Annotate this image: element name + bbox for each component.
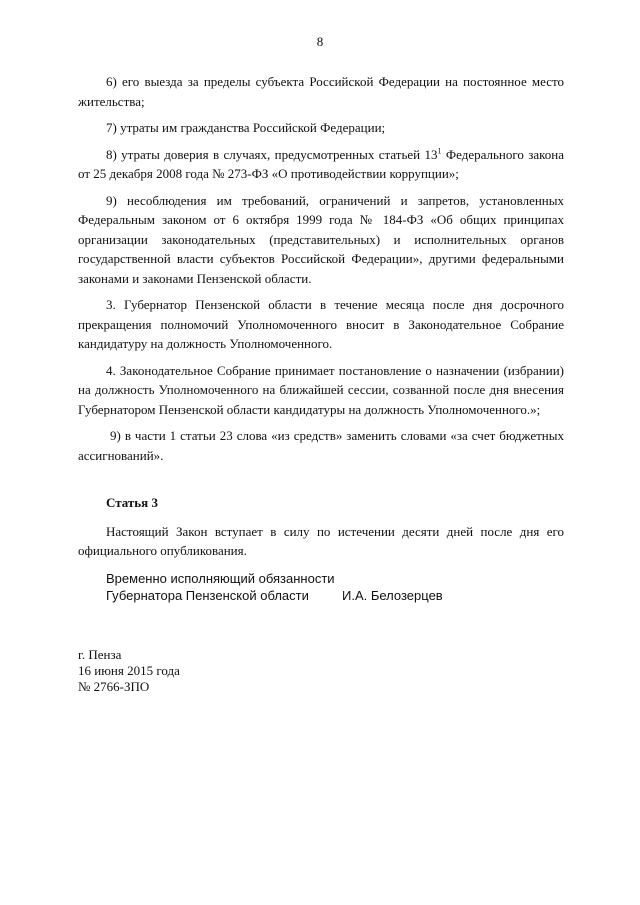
article-3-text: Настоящий Закон вступает в силу по истечении десяти дней после дня его официального опубликования. bbox=[78, 523, 564, 558]
signature-role-line-2: Губернатора Пензенской области bbox=[106, 588, 309, 603]
page-number: 8 bbox=[316, 34, 324, 49]
paragraph-amendment-9: 9) в части 1 статьи 23 слова «из средств» заменить словами «за счет бюджетных ассигнований». bbox=[78, 428, 564, 463]
item-8-text-end: Федерального закона от 25 декабря 2008 года № 273-ФЗ «О противодействии коррупции»; bbox=[78, 146, 565, 181]
footer-date: 16 июня 2015 года bbox=[78, 663, 180, 678]
signature-block bbox=[106, 570, 443, 604]
paragraph-item-7: 7) утраты им гражданства Российской Федерации; bbox=[106, 120, 386, 135]
footer-number: № 2766-ЗПО bbox=[78, 679, 150, 694]
item-8-text-start: 8) утраты доверия в случаях, предусмотренных статьей 13 bbox=[106, 146, 438, 162]
document-footer bbox=[78, 647, 180, 695]
paragraph-part-4: 4. Законодательное Собрание принимает постановление о назначении (избрании) на должность Уполномоченного на ближайшей сессии, созванной после дня внесения Губернатором Пензенской области кандидатуры на должность Уполномоченного.»; bbox=[78, 362, 564, 417]
paragraph-item-6: 6) его выезда за пределы субъекта Российской Федерации на постоянное место жительства; bbox=[78, 74, 564, 109]
document-body bbox=[78, 72, 564, 568]
signature-role-line-1: Временно исполняющий обязанности bbox=[106, 571, 335, 586]
item-8-superscript: 1 bbox=[437, 146, 442, 156]
paragraph-item-8 bbox=[78, 145, 564, 184]
signatory-name: И.А. Белозерцев bbox=[342, 588, 443, 603]
paragraph-part-3: 3. Губернатор Пензенской области в течение месяца после дня досрочного прекращения полномочий Уполномоченного вносит в Законодательное Собрание кандидатуру на должность Уполномоченного. bbox=[78, 297, 564, 351]
paragraph-item-9: 9) несоблюдения им требований, ограничений и запретов, установленных Федеральным законом от 6 октября 1999 года № 184-ФЗ «Об общих принципах организации законодательных (представительных) и исполнительных органов государственной власти субъектов Российской Федерации», другими федеральными законами и законами Пензенской области. bbox=[78, 192, 564, 286]
article-3-heading: Статья 3 bbox=[106, 495, 158, 510]
footer-place: г. Пенза bbox=[78, 647, 122, 662]
